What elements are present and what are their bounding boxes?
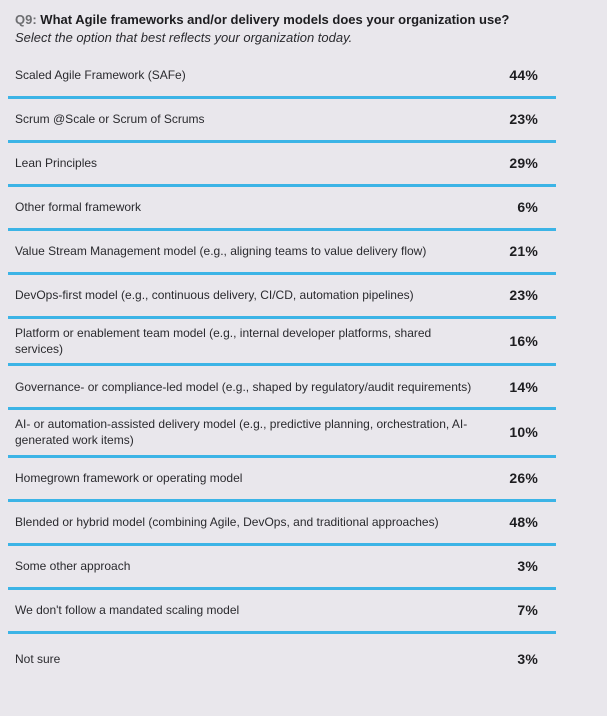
row-label: DevOps-first model (e.g., continuous delivery, CI/CD, automation pipelines) [15,288,414,303]
table-row [8,55,556,99]
row-value: 10% [509,424,538,441]
table-row [8,590,556,634]
row-value: 16% [509,333,538,350]
row-value: 14% [509,378,538,395]
row-label: Scrum @Scale or Scrum of Scrums [15,112,205,127]
row-label: AI- or automation-assisted delivery model (e.g., predictive planning, orchestration, AI-generated work items) [15,417,468,448]
row-label: Other formal framework [15,200,142,215]
table-row [8,99,556,143]
row-value: 21% [509,243,538,260]
row-label: Lean Principles [15,156,98,171]
row-label: Blended or hybrid model (combining Agile, DevOps, and traditional approaches) [15,515,439,530]
table-row [8,502,556,546]
row-value: 23% [509,287,538,304]
table-row [8,546,556,590]
question-number: Q9: [15,12,37,27]
table-row [8,458,556,502]
table-row [8,275,556,319]
table-row [8,366,556,410]
row-label: Platform or enablement team model (e.g., internal developer platforms, shared services) [15,325,432,357]
row-label: Governance- or compliance-led model (e.g., shaped by regulatory/audit requirements) [15,379,472,394]
row-value: 23% [509,111,538,128]
table-row [8,634,556,684]
row-label: Value Stream Management model (e.g., aligning teams to value delivery flow) [15,244,427,259]
row-label: Scaled Agile Framework (SAFe) [15,68,186,83]
row-label: We don't follow a mandated scaling model [15,603,240,618]
table-row [8,410,556,457]
table-row [8,143,556,187]
question-text: What Agile frameworks and/or delivery models does your organization use? [40,12,510,27]
question-header [15,11,520,48]
row-value: 3% [517,558,538,575]
row-value: 26% [509,470,538,487]
question-subtitle: Select the option that best reflects your organization today. [15,30,353,46]
row-label: Some other approach [15,559,131,574]
row-value: 48% [509,514,538,531]
results-table [8,55,556,684]
row-value: 44% [509,67,538,84]
row-value: 3% [517,650,538,667]
row-value: 29% [509,155,538,172]
row-label: Not sure [15,651,61,666]
table-row [8,231,556,275]
row-value: 6% [517,199,538,216]
table-row [8,319,556,366]
row-label: Homegrown framework or operating model [15,471,243,486]
row-value: 7% [517,602,538,619]
table-row [8,187,556,231]
